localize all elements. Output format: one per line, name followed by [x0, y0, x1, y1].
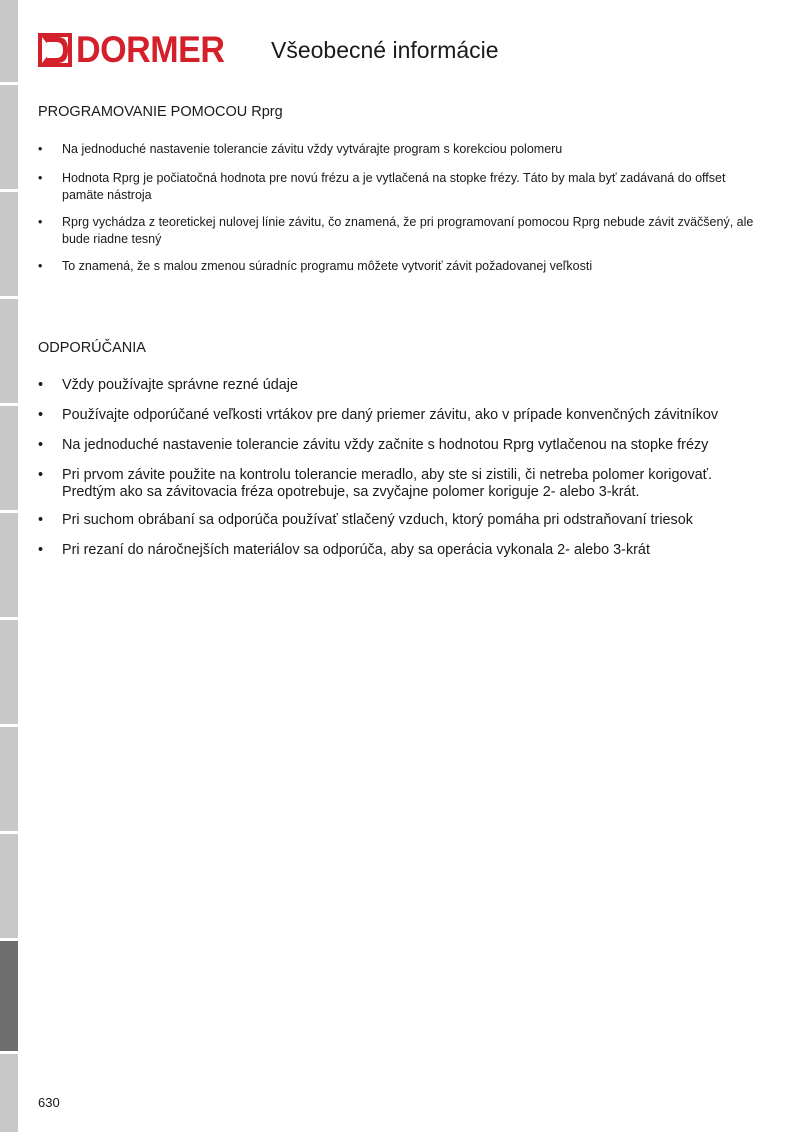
side-tab[interactable] [0, 406, 18, 510]
bullet-point: • [38, 467, 44, 483]
page-header [38, 30, 778, 72]
bullet-point: • [38, 215, 43, 229]
side-tab-strip [0, 0, 18, 1132]
list-item [38, 407, 758, 424]
programming-bullet-list [38, 141, 758, 275]
bullet-point: • [38, 437, 44, 453]
side-tab[interactable] [0, 620, 18, 724]
list-item [38, 467, 758, 501]
page-number: 630 [38, 1095, 60, 1110]
list-item-text: To znamená, že s malou zmenou súradníc programu môžete vytvoriť závit požadovanej veľkosti [62, 259, 593, 273]
side-tab-active[interactable] [0, 941, 18, 1051]
side-tab[interactable] [0, 513, 18, 617]
side-tab[interactable] [0, 85, 18, 189]
bullet-point: • [38, 377, 44, 393]
side-tab[interactable] [0, 299, 18, 403]
list-item-text: Používajte odporúčané veľkosti vrtákov pre daný priemer závitu, ako v prípade konvenčných závitníkov [62, 407, 719, 423]
list-item-text: Na jednoduché nastavenie tolerancie závitu vždy začnite s hodnotou Rprg vytlačenou na stopke frézy [62, 437, 709, 453]
side-tab[interactable] [0, 727, 18, 831]
recommendations-bullet-list [38, 377, 758, 559]
bullet-point: • [38, 512, 44, 528]
side-tab[interactable] [0, 834, 18, 938]
list-item-text: Vždy používajte správne rezné údaje [62, 377, 298, 393]
list-item [38, 214, 758, 248]
section-heading-programming: PROGRAMOVANIE POMOCOU Rprg [38, 104, 283, 120]
list-item [38, 258, 758, 275]
bullet-point: • [38, 259, 43, 273]
list-item-text: Hodnota Rprg je počiatočná hodnota pre novú frézu a je vytlačená na stopke frézy. Táto by mala byť zadávaná do offset pamäte nástroja [62, 171, 726, 202]
list-item-text: Pri rezaní do náročnejších materiálov sa odporúča, aby sa operácia vykonala 2- alebo 3-krát [62, 542, 650, 558]
section-heading-recommendations: ODPORÚČANIA [38, 340, 146, 356]
list-item-text: Pri suchom obrábaní sa odporúča používať stlačený vzduch, ktorý pomáha pri odstraňovaní triesok [62, 512, 693, 528]
logo-text: DORMER [76, 29, 225, 70]
side-tab[interactable] [0, 192, 18, 296]
dormer-logo [38, 29, 237, 70]
side-tab[interactable] [0, 1054, 18, 1132]
dormer-logo-mark-icon [38, 33, 72, 67]
list-item [38, 141, 758, 158]
bullet-point: • [38, 142, 43, 156]
list-item [38, 512, 758, 529]
bullet-point: • [38, 542, 44, 558]
bullet-point: • [38, 407, 44, 423]
list-item [38, 170, 758, 204]
list-item [38, 542, 758, 559]
list-item [38, 377, 758, 394]
side-tab[interactable] [0, 0, 18, 82]
list-item [38, 437, 758, 454]
list-item-text: Na jednoduché nastavenie tolerancie závitu vždy vytvárajte program s korekciou polomeru [62, 142, 563, 156]
list-item-text: Rprg vychádza z teoretickej nulovej línie závitu, čo znamená, že pri programovaní pomocou Rprg nebude závit zväčšený, ale bude riadne tesný [62, 215, 754, 246]
page-title: Všeobecné informácie [271, 37, 499, 63]
list-item-text: Pri prvom závite použite na kontrolu tolerancie meradlo, aby ste si zistili, či netreba polomer korigovať. Predtým ako sa závitovacia fréza opotrebuje, sa zvyčajne polomer koriguje 2- alebo 3-krát. [62, 467, 713, 500]
bullet-point: • [38, 171, 43, 185]
